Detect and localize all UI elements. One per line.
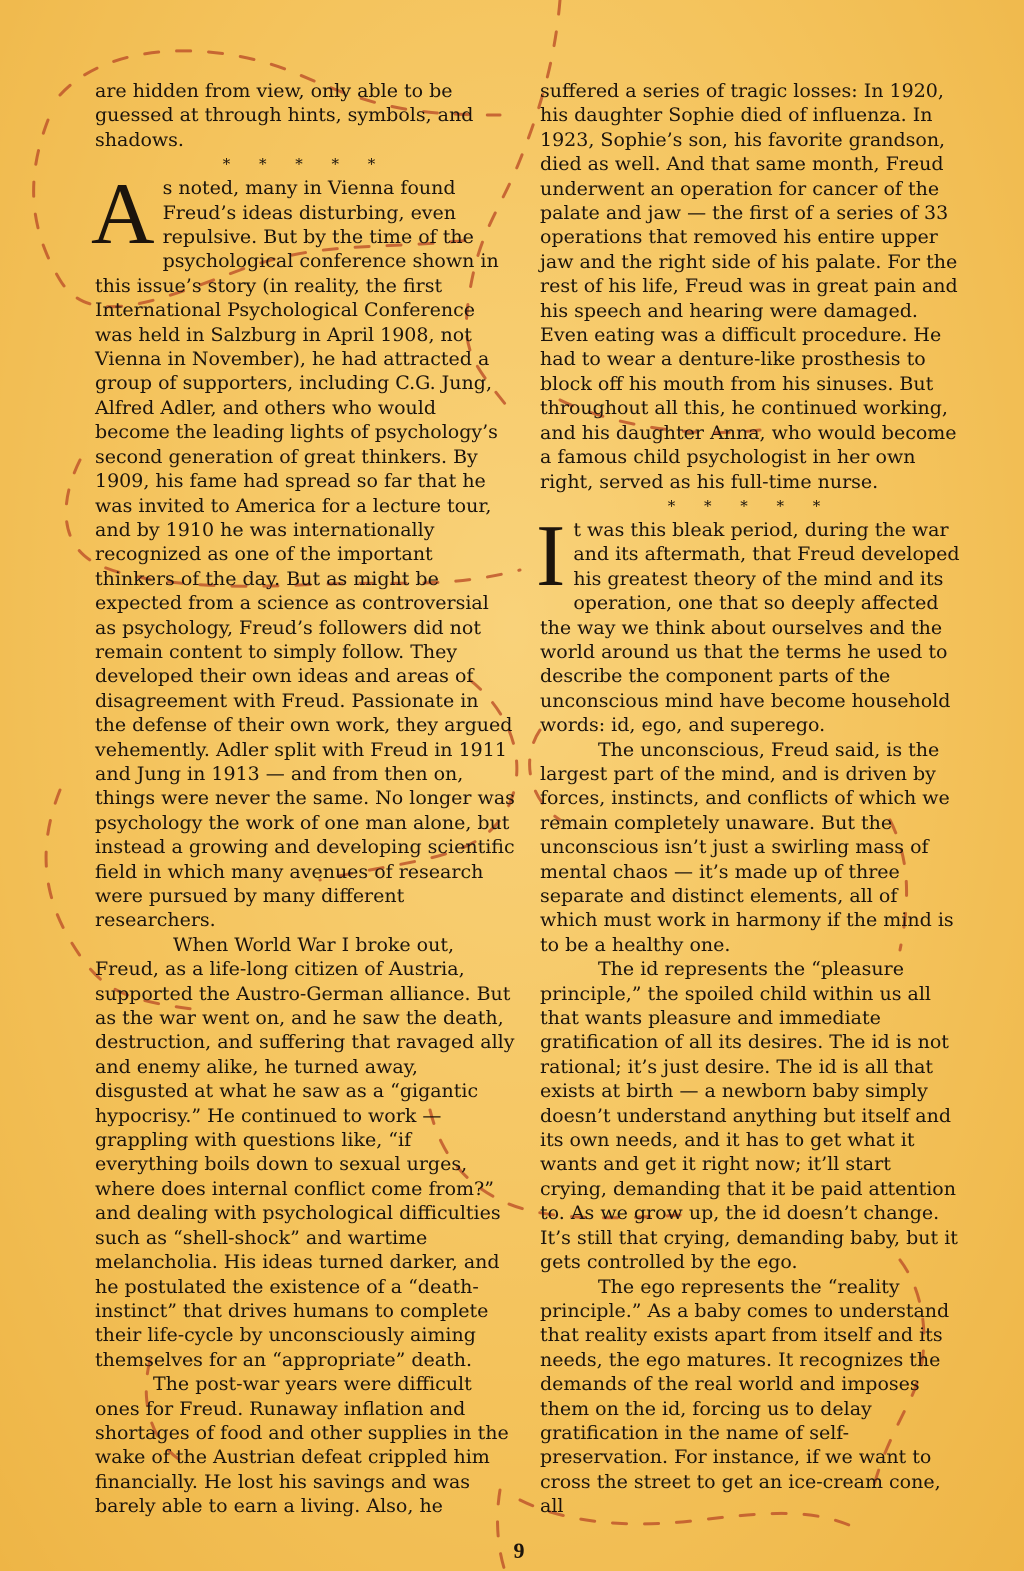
paragraph: are hidden from view, only able to be guessed at through hints, symbols, and shadows. xyxy=(95,80,474,151)
paragraph-text: s noted, many in Vienna found Freud’s ideas disturbing, even repulsive. But by the time of the psychological conference shown in this issue’s story (in reality, the first International Psychological Conference was held in Salzburg in April 1908, not Vienna in November), he had attracted a group of supporters, including C.G. Jung, Alfred Adler, and others who would become the leading lights of psychology’s second generation of great thinkers. By 1909, his fame had spread so far that he was invited to America for a lecture tour, and by 1910 he was internationally recognized as one of the important thinkers of the day. But as might be expected from a science as controversial as psychology, Freud’s followers did not remain content to simply follow. They developed their own ideas and areas of disagreement with Freud. Passionate in the defense of their own work, they argued vehemently. Adler split with Freud in 1911 and Jung in 1913 — and from then on, things were never the same. No longer was psychology the work of one man alone, but instead a growing and developing scientific field in which many avenues of research were pursued by many different researchers. xyxy=(95,177,515,932)
paragraph: The post-war years were difficult ones for Freud. Runaway inflation and shortages of food and other supplies in the wake of the Austrian defeat crippled him financially. He lost his savings and was barely able to earn a living. Also, he xyxy=(95,1373,509,1518)
paragraph-text: t was this bleak period, during the war and its aftermath, that Freud developed his greatest theory of the mind and its operation, one that so deeply affected the way we think about ourselves and the world around us that the terms he used to describe the component parts of the unconscious mind have become household words: id, ego, and superego. xyxy=(540,518,960,737)
left-column xyxy=(91,79,515,1519)
page-number: 9 xyxy=(513,1538,525,1563)
paragraph-with-dropcap xyxy=(536,507,960,738)
section-separator: * * * * * xyxy=(667,496,833,515)
paragraph: The unconscious, Freud said, is the largest part of the mind, and is driven by forces, instincts, and conflicts of which we remain completely unaware. But the unconscious isn’t just a swirling mass of mental chaos — it’s made up of three separate and distinct elements, all of which must work in harmony if the mind is to be a healthy one. xyxy=(540,738,954,956)
drop-cap: I xyxy=(536,507,566,605)
section-separator: * * * * * xyxy=(222,155,388,174)
paragraph: The ego represents the “reality principle.” As a baby comes to understand that reality exists apart from itself and its needs, the ego matures. It recognizes the demands of the real world and imposes them on the id, forcing us to delay gratification in the name of self-preservation. For instance, if we want to cross the street to get an ice-cream cone, all xyxy=(540,1275,950,1518)
drop-cap: A xyxy=(91,166,155,264)
paragraph: The id represents the “pleasure principle,” the spoiled child within us all that wants pleasure and immediate gratification of all its desires. The id is not rational; it’s just desire. The id is all that exists at birth — a newborn baby simply doesn’t understand anything but itself and its own needs, and it has to get what it wants and get it right now; it’ll start crying, demanding that it be paid attention to. As we grow up, the id doesn’t change. It’s still that crying, demanding baby, but it gets controlled by the ego. xyxy=(540,958,958,1274)
paragraph: When World War I broke out, Freud, as a life-long citizen of Austria, supported the Austro-German alliance. But as the war went on, and he saw the death, destruction, and suffering that ravaged ally and enemy alike, he turned away, disgusted at what he saw as a “gigantic hypocrisy.” He continued to work — grappling with questions like, “if everything boils down to sexual urges, where does internal conflict come from?” and dealing with psychological difficulties such as “shell-shock” and wartime melancholia. His ideas turned darker, and he postulated the existence of a “death-instinct” that drives humans to complete their life-cycle by unconsciously aiming themselves for an “appropriate” death. xyxy=(95,933,515,1371)
right-column xyxy=(536,79,960,1519)
paragraph-with-dropcap xyxy=(91,166,515,933)
paragraph: suffered a series of tragic losses: In 1920, his daughter Sophie died of influenza. In 1923, Sophie’s son, his favorite grandson, died as well. And that same month, Freud underwent an operation for cancer of the palate and jaw — the first of a series of 33 operations that removed his entire upper jaw and the right side of his palate. For the rest of his life, Freud was in great pain and his speech and hearing were damaged. Even eating was a difficult procedure. He had to wear a denture-like prosthesis to block off his mouth from his sinuses. But throughout all this, he continued working, and his daughter Anna, who would become a famous child psychologist in her own right, served as his full-time nurse. xyxy=(540,80,958,493)
